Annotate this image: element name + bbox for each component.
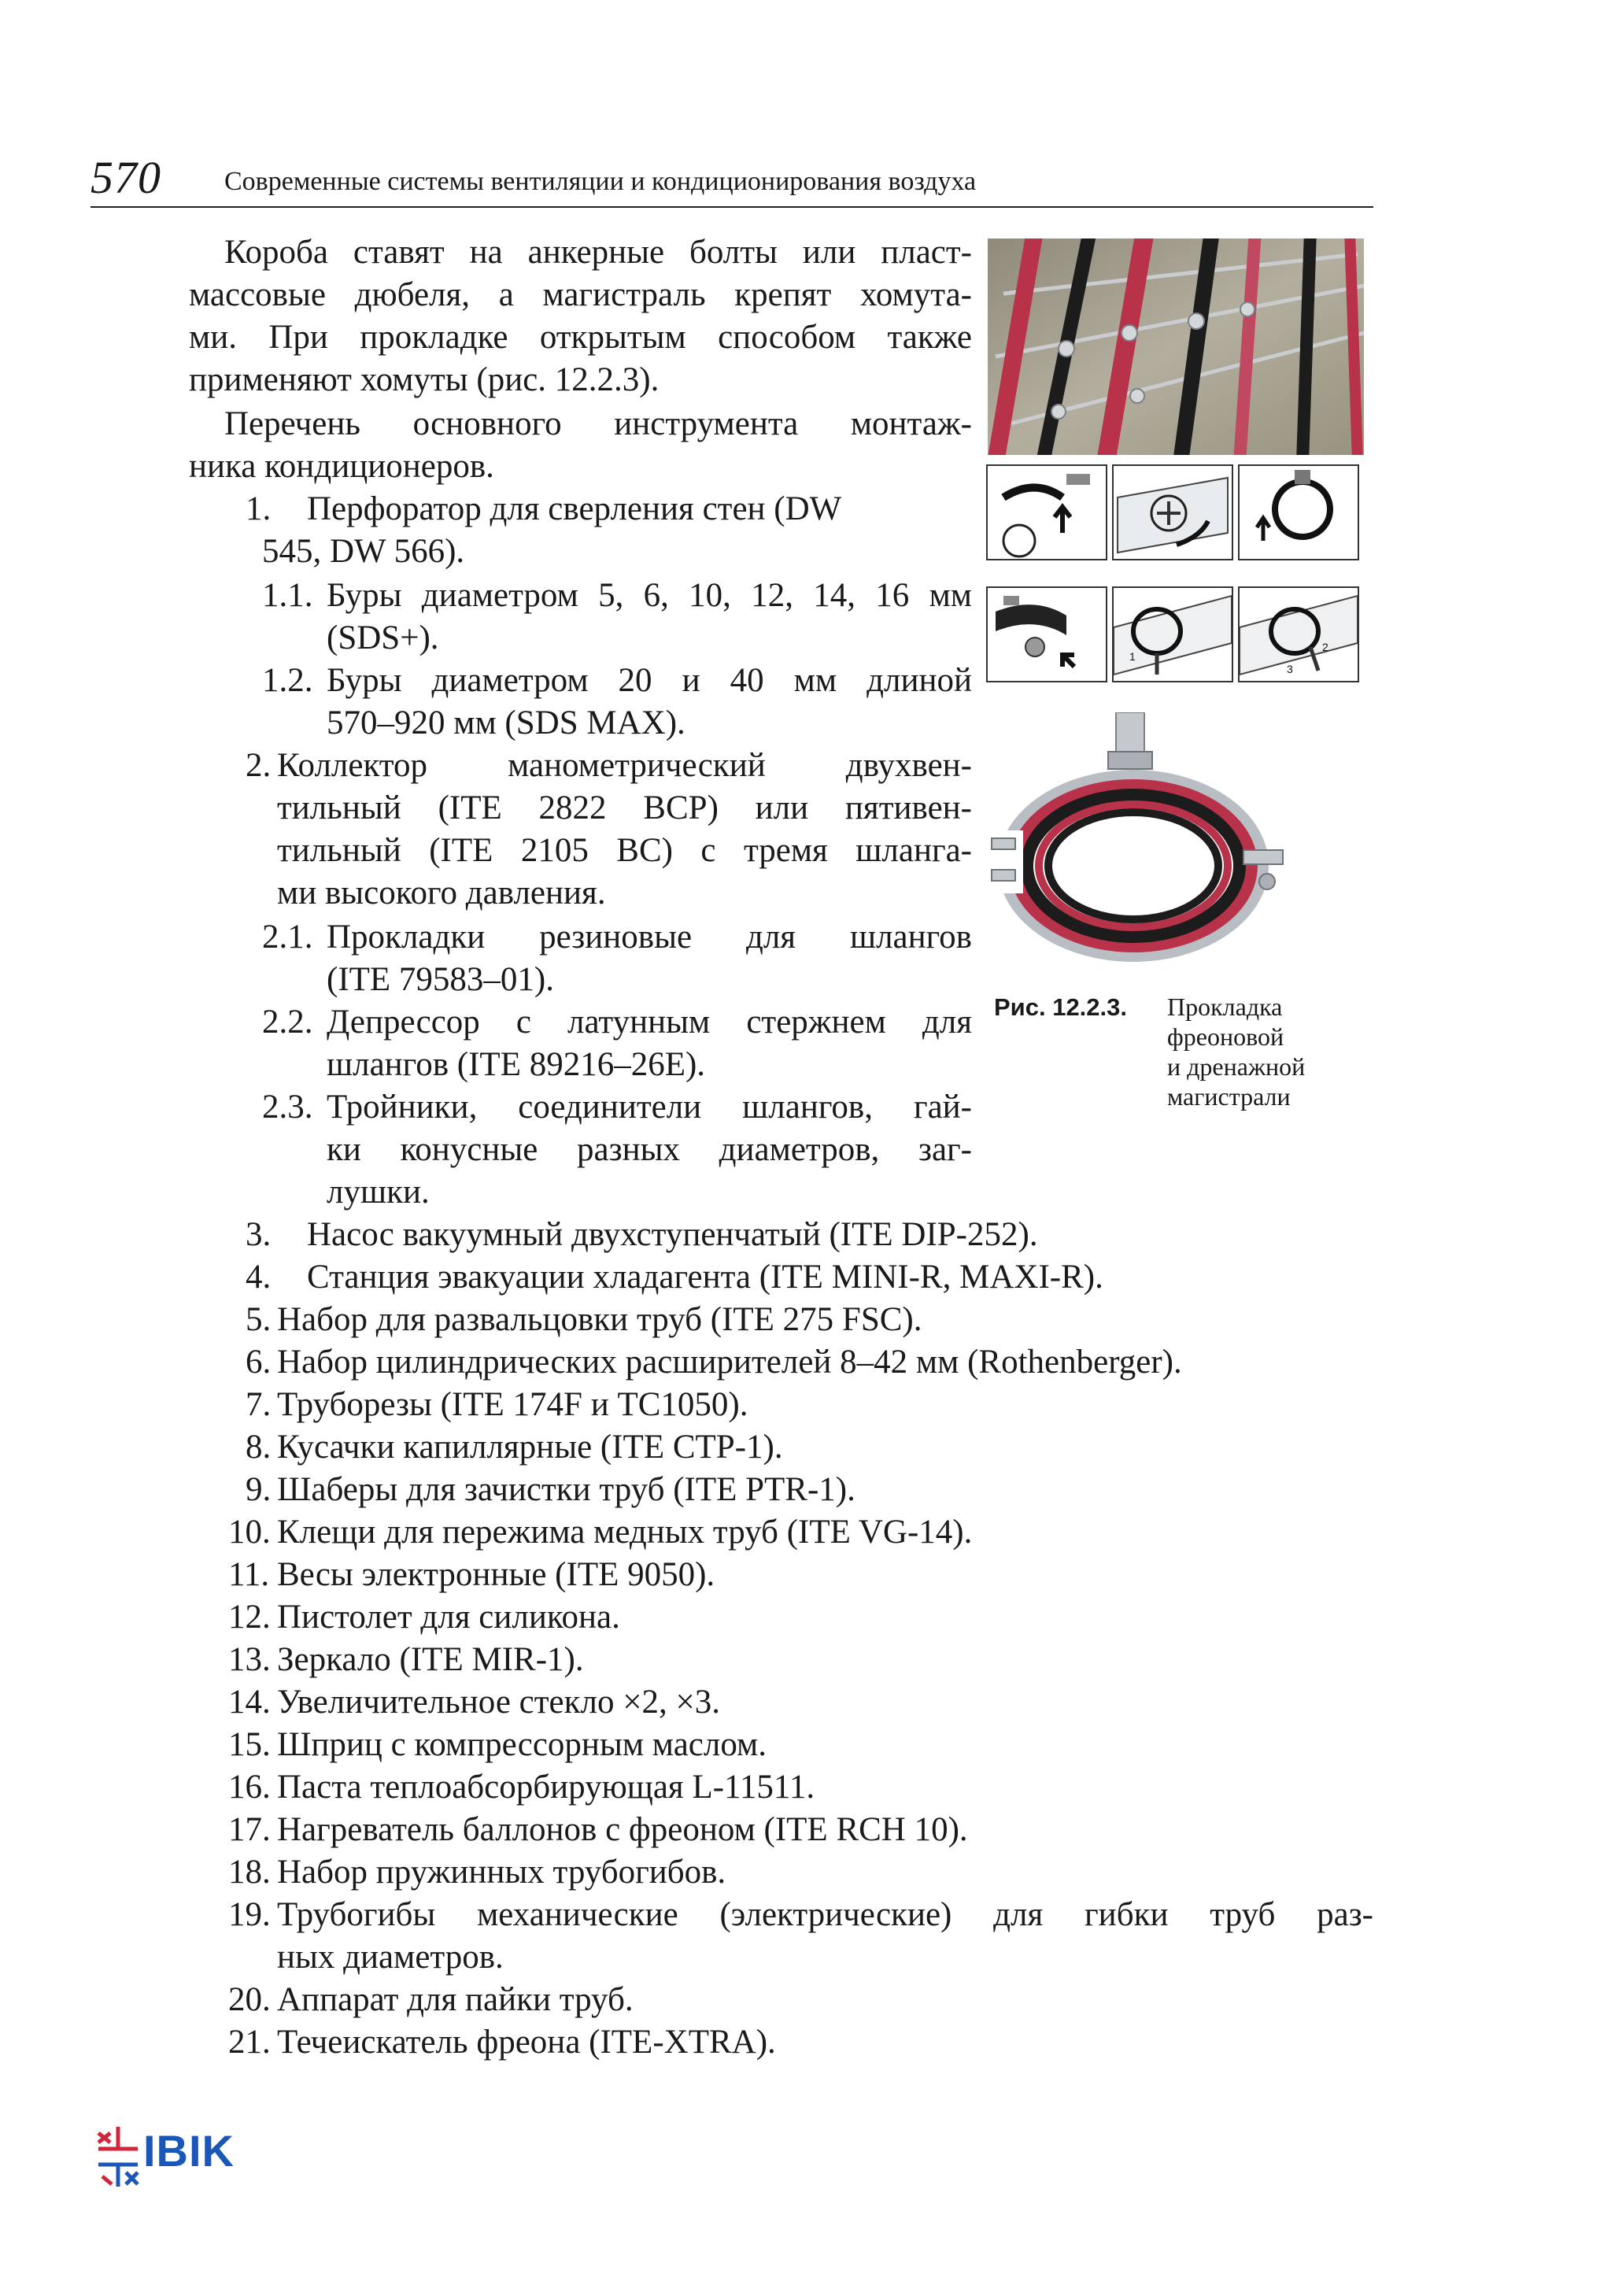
figure-caption-line: и дренажной — [1167, 1052, 1306, 1081]
intro-line-2: массовые дюбеля, а магистраль крепят хомута- — [189, 276, 972, 313]
list-item-text: (ITE 79583–01). — [327, 961, 554, 998]
list-item-text: Буры диаметром 20 и 40 мм длиной — [327, 662, 972, 699]
list-item-number: 1.1. — [262, 577, 313, 614]
list-item-text: Пистолет для силикона. — [277, 1599, 620, 1636]
list-item-number: 19. — [228, 1896, 271, 1933]
list-item-text: Тройники, соединители шлангов, гай- — [327, 1089, 972, 1126]
list-item-number: 12. — [228, 1599, 271, 1636]
list-item-text: ных диаметров. — [277, 1939, 504, 1976]
list-item-text: тильный (ITE 2105 BC) с тремя шланга- — [277, 832, 972, 869]
list-item-number: 1.2. — [262, 662, 313, 699]
list-item-number: 5. — [246, 1301, 272, 1338]
list-item-text: (SDS+). — [327, 619, 439, 656]
list-item-text: Прокладки резиновые для шлангов — [327, 919, 972, 956]
list-item-number: 8. — [246, 1429, 272, 1466]
clamp-step-diagram — [986, 586, 1107, 682]
list-item-number: 15. — [228, 1726, 271, 1763]
clamp-step-diagram — [986, 464, 1107, 560]
list-item-text: Коллектор манометрический двухвен- — [277, 747, 972, 784]
list-item-text: Труборезы (ITE 174F и TC1050). — [277, 1386, 748, 1423]
list-item-text: ки конусные разных диаметров, заг- — [327, 1131, 972, 1168]
figure-caption-line: фреоновой — [1167, 1022, 1284, 1051]
list-item-number: 16. — [228, 1769, 271, 1806]
list-item-number: 4. — [246, 1259, 272, 1296]
list-item-text: Клещи для пережима медных труб (ITE VG-14). — [277, 1514, 973, 1551]
list-item-text: Трубогибы механические (электрические) для гибки труб раз- — [277, 1896, 1373, 1933]
pipes-photo — [988, 238, 1364, 455]
list-item-number: 2.1. — [262, 919, 313, 956]
list-item-text: Шаберы для зачистки труб (ITE PTR-1). — [277, 1471, 855, 1508]
running-title: Современные системы вентиляции и кондиционирования воздуха — [224, 167, 977, 196]
list-item-number: 7. — [246, 1386, 272, 1423]
list-item-number: 6. — [246, 1344, 272, 1381]
clamp-step-diagram — [1112, 586, 1233, 682]
clamp-step-diagram — [1238, 586, 1359, 682]
list-item-text: Перфоратор для сверления стен (DW — [307, 490, 842, 527]
clamp-step-diagram — [1238, 464, 1359, 560]
intro-line-3: ми. При прокладке открытым способом также — [189, 319, 972, 356]
list-item-text: Паста теплоабсорбирующая L-11511. — [277, 1769, 815, 1806]
list-item-text: Набор для развальцовки труб (ITE 275 FSC). — [277, 1301, 922, 1338]
list-item-text: тильный (ITE 2822 BCP) или пятивен- — [277, 789, 972, 826]
list-item-number: 3. — [246, 1216, 272, 1253]
list-item-number: 2.2. — [262, 1004, 313, 1041]
list-item-text: Весы электронные (ITE 9050). — [277, 1556, 715, 1593]
list-item-number: 13. — [228, 1641, 271, 1678]
list-item-number: 17. — [228, 1811, 271, 1848]
ibik-logo — [94, 2125, 252, 2188]
ibik-logo-mark-icon — [94, 2125, 142, 2188]
list-item-number: 14. — [228, 1684, 271, 1721]
list-item-number: 10. — [228, 1514, 271, 1551]
list-item-number: 9. — [246, 1471, 272, 1508]
list-item-text: Увеличительное стекло ×2, ×3. — [277, 1684, 720, 1721]
intro-line-4: применяют хомуты (рис. 12.2.3). — [189, 361, 660, 398]
list-item-text: Насос вакуумный двухступенчатый (ITE DIP-252). — [307, 1216, 1038, 1253]
page-header — [91, 152, 1373, 208]
list-item-text: 545, DW 566). — [262, 533, 465, 570]
list-item-number: 2. — [246, 747, 272, 784]
list-item-number: 18. — [228, 1854, 271, 1891]
list-item-number: 11. — [228, 1556, 270, 1593]
list-item-text: Набор цилиндрических расширителей 8–42 мм (Rothenberger). — [277, 1344, 1182, 1381]
ibik-logo-text: IBIK — [143, 2126, 235, 2176]
figure-label: Рис. 12.2.3. — [994, 993, 1128, 1021]
list-item-number: 21. — [228, 2024, 271, 2061]
figure-caption-line: магистрали — [1167, 1082, 1291, 1111]
list-item-text: Буры диаметром 5, 6, 10, 12, 14, 16 мм — [327, 577, 972, 614]
clamp-step-diagram — [1112, 464, 1233, 560]
list-item-text: Кусачки капиллярные (ITE CTP-1). — [277, 1429, 783, 1466]
list-item-number: 20. — [228, 1981, 271, 2018]
step-number-label: 1 — [1129, 650, 1136, 663]
page-number: 570 — [91, 152, 161, 203]
list-item-text: Нагреватель баллонов с фреоном (ITE RCH 10). — [277, 1811, 968, 1848]
figure-caption-line: Прокладка — [1167, 993, 1283, 1021]
intro-line-1: Короба ставят на анкерные болты или пласт- — [224, 234, 972, 271]
list-item-number: 1. — [246, 490, 272, 527]
list-item-text: Набор пружинных трубогибов. — [277, 1854, 726, 1891]
intro-line-6: ника кондиционеров. — [189, 448, 494, 485]
list-item-text: 570–920 мм (SDS MAX). — [327, 704, 685, 741]
list-item-number: 2.3. — [262, 1089, 313, 1126]
list-item-text: Зеркало (ITE MIR-1). — [277, 1641, 584, 1678]
list-item-text: Депрессор с латунным стержнем для — [327, 1004, 972, 1041]
pipe-clamp-photo — [976, 712, 1291, 980]
list-item-text: лушки. — [327, 1174, 430, 1211]
step-number-label: 2 — [1322, 641, 1328, 653]
list-item-text: Станция эвакуации хладагента (ITE MINI-R, MAXI-R). — [307, 1259, 1103, 1296]
list-item-text: ми высокого давления. — [277, 874, 606, 911]
intro-line-5: Перечень основного инструмента монтаж- — [224, 405, 972, 442]
step-number-label: 3 — [1287, 663, 1293, 675]
list-item-text: Шприц с компрессорным маслом. — [277, 1726, 767, 1763]
list-item-text: шлангов (ITE 89216–26E). — [327, 1046, 706, 1083]
list-item-text: Аппарат для пайки труб. — [277, 1981, 634, 2018]
list-item-text: Течеискатель фреона (ITE-XTRA). — [277, 2024, 776, 2061]
